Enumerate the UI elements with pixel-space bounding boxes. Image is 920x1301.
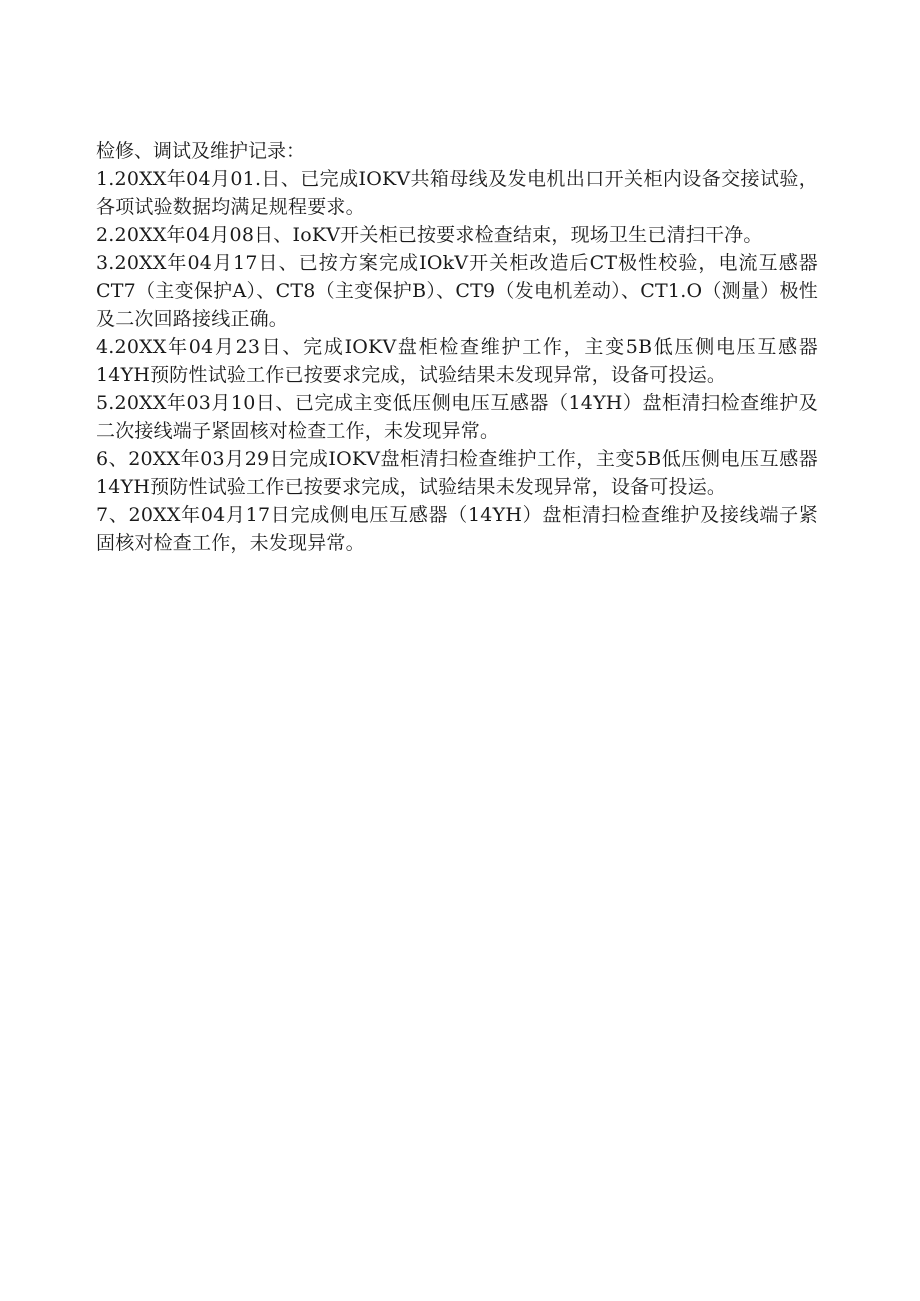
record-item-2: 2.20XX年04月08日、IoKV开关柜已按要求检查结束，现场卫生已清扫干净。 — [96, 224, 763, 246]
record-item-7: 7、20XX年04月17日完成侧电压互感器（14YH）盘柜清扫检查维护及接线端子紧固核对检查工作，未发现异常。 — [96, 504, 818, 554]
record-item-4: 4.20XX年04月23日、完成IOKV盘柜检查维护工作，主变5B低压侧电压互感器14YH预防性试验工作已按要求完成，试验结果未发现异常，设备可投运。 — [96, 336, 818, 386]
record-item-1: 1.20XX年04月01.日、已完成IOKV共箱母线及发电机出口开关柜内设备交接试验，各项试验数据均满足规程要求。 — [96, 168, 818, 218]
maintenance-record-body — [96, 137, 818, 557]
record-item-3: 3.20XX年04月17日、已按方案完成IOkV开关柜改造后CT极性校验，电流互感器CT7（主变保护A）、CT8（主变保护B）、CT9（发电机差动）、CT1.O（测量）极性及二次回路接线正确。 — [96, 252, 818, 330]
record-item-6: 6、20XX年03月29日完成IOKV盘柜清扫检查维护工作，主变5B低压侧电压互感器14YH预防性试验工作已按要求完成，试验结果未发现异常，设备可投运。 — [96, 448, 818, 498]
record-item-5: 5.20XX年03月10日、已完成主变低压侧电压互感器（14YH）盘柜清扫检查维护及二次接线端子紧固核对检查工作，未发现异常。 — [96, 392, 818, 442]
record-heading: 检修、调试及维护记录： — [96, 140, 306, 162]
